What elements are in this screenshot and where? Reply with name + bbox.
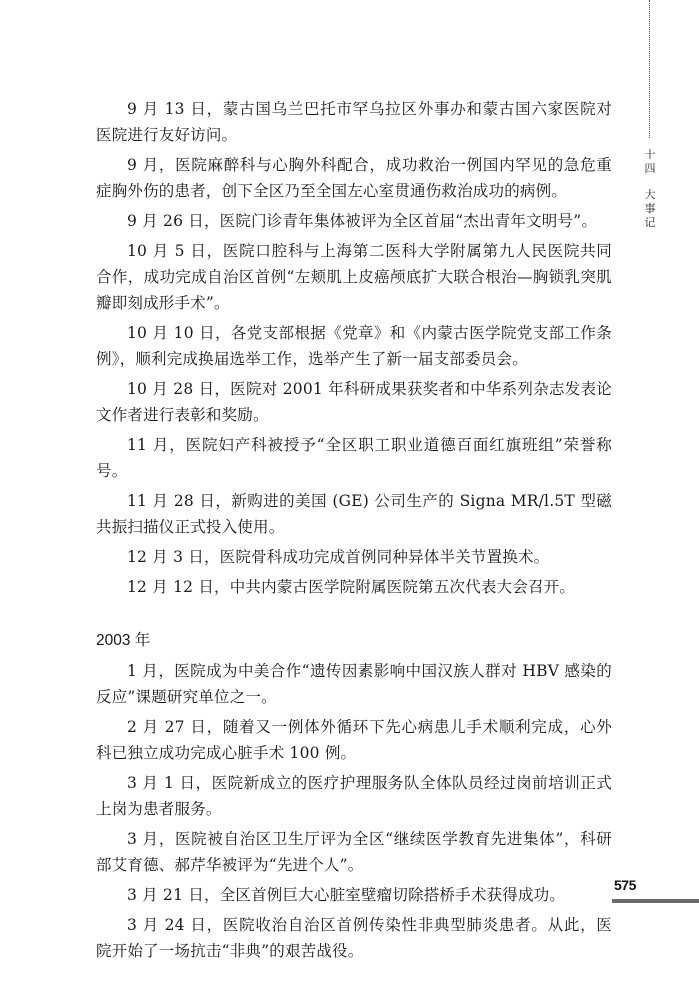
event-entry: 10 月 5 日，医院口腔科与上海第二医科大学附属第九人民医院共同合作，成功完成自治区首例“左颊肌上皮癌颅底扩大联合根治—胸锁乳突肌瓣即刻成形手术”。 bbox=[96, 242, 612, 312]
chapter-number-char: 十 bbox=[644, 148, 656, 161]
event-entry: 12 月 12 日，中共内蒙古医学院附属医院第五次代表大会召开。 bbox=[127, 578, 576, 596]
page-number-bar bbox=[612, 899, 699, 903]
chapter-label-gap bbox=[640, 176, 660, 188]
chapter-title-char: 事 bbox=[644, 202, 656, 215]
year-heading: 2003 年 bbox=[96, 632, 151, 649]
event-entry: 3 月 24 日，医院收治自治区首例传染性非典型肺炎患者。从此，医院开始了一场抗击“非典”的艰苦战役。 bbox=[96, 916, 612, 960]
event-entry: 3 月，医院被自治区卫生厅评为全区“继续医学教育先进集体”，科研部艾育德、郝芹华被评为“先进个人”。 bbox=[96, 830, 612, 874]
event-entry: 12 月 3 日，医院骨科成功完成首例同种异体半关节置换术。 bbox=[127, 548, 550, 566]
event-entry: 11 月，医院妇产科被授予“全区职工职业道德百面红旗班组”荣誉称号。 bbox=[96, 436, 612, 480]
chapter-side-label bbox=[640, 148, 660, 230]
event-entry: 9 月 26 日，医院门诊青年集体被评为全区首届“杰出青年文明号”。 bbox=[127, 212, 598, 230]
event-entry: 3 月 21 日，全区首例巨大心脏室壁瘤切除搭桥手术获得成功。 bbox=[127, 886, 566, 904]
event-entry: 9 月，医院麻醉科与心胸外科配合，成功救治一例国内罕见的急危重症胸外伤的患者，创下全区乃至全国左心室贯通伤救治成功的病例。 bbox=[96, 156, 612, 200]
chapter-title-char: 记 bbox=[644, 216, 656, 229]
event-entry: 2 月 27 日，随着又一例体外循环下先心病患儿手术顺利完成，心外科已独立成功完成心脏手术 100 例。 bbox=[96, 718, 612, 762]
page-number: 575 bbox=[614, 877, 636, 893]
event-entry: 3 月 1 日，医院新成立的医疗护理服务队全体队员经过岗前培训正式上岗为患者服务。 bbox=[96, 774, 612, 818]
chapter-number-char: 四 bbox=[644, 162, 656, 175]
side-dotted-rule bbox=[649, 0, 650, 138]
event-entry: 10 月 28 日，医院对 2001 年科研成果获奖者和中华系列杂志发表论文作者进行表彰和奖励。 bbox=[96, 380, 612, 424]
event-entry: 9 月 13 日，蒙古国乌兰巴托市罕乌拉区外事办和蒙古国六家医院对医院进行友好访问。 bbox=[96, 100, 612, 144]
event-entry: 11 月 28 日，新购进的美国 (GE) 公司生产的 Signa MR/l.5T 型磁共振扫描仪正式投入使用。 bbox=[96, 492, 612, 536]
event-entry: 1 月，医院成为中美合作“遗传因素影响中国汉族人群对 HBV 感染的反应”课题研究单位之一。 bbox=[96, 662, 612, 706]
event-entry: 10 月 10 日，各党支部根据《党章》和《内蒙古医学院党支部工作条例》，顺利完成换届选举工作，选举产生了新一届支部委员会。 bbox=[96, 324, 612, 368]
chapter-title-char: 大 bbox=[644, 188, 656, 201]
page-body bbox=[96, 96, 612, 968]
